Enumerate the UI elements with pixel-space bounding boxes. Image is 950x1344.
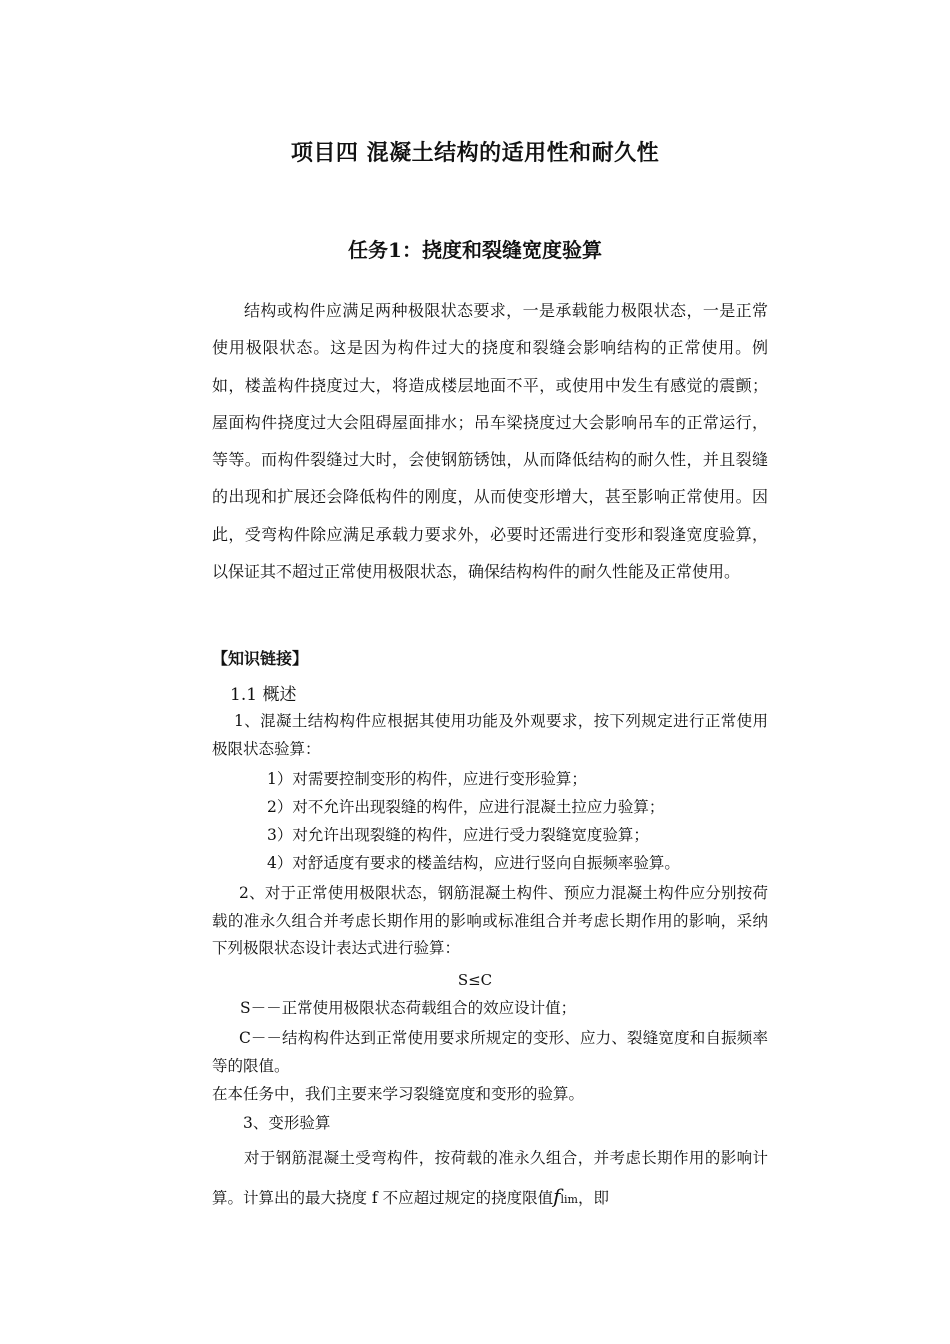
task-subtitle: 任务1：挠度和裂缝宽度验算 <box>348 238 602 262</box>
item-3-heading: 3、变形验算 <box>243 1114 331 1132</box>
item-2-paragraph: 2、对于正常使用极限状态，钢筋混凝土构件、预应力混凝土构件应分别按荷载的准永久组合并考虑长期作用的影响或标准组合并考虑长期作用的影响，采纳下列极限状态设计表达式进行验算： <box>212 884 768 957</box>
flim-symbol: f <box>553 1184 561 1208</box>
page-title: 项目四 混凝土结构的适用性和耐久性 <box>290 141 660 166</box>
sub-item-2: 2）对不允许出现裂缝的构件，应进行混凝土拉应力验算； <box>267 798 665 816</box>
sub-item-1: 1）对需要控制变形的构件，应进行变形验算； <box>267 770 587 788</box>
sub-item-4: 4）对舒适度有要求的楼盖结构，应进行竖向自振频率验算。 <box>267 854 680 872</box>
item-3-text: 对于钢筋混凝土受弯构件，按荷载的准永久组合，并考虑长期作用的影响计算。计算出的最大挠度 f 不应超过规定的挠度限值 <box>212 1149 768 1207</box>
task-note: 在本任务中，我们主要来学习裂缝宽度和变形的验算。 <box>212 1085 585 1103</box>
item-3-tail: ，即 <box>577 1189 609 1207</box>
intro-text: 结构或构件应满足两种极限状态要求，一是承载能力极限状态，一是正常使用极限状态。这是因为构件过大的挠度和裂缝会影响结构的正常使用。例如，楼盖构件挠度过大，将造成楼层地面不平，或使用中发生有感觉的震颤；屋面构件挠度过大会阻碍屋面排水；吊车梁挠度过大会影响吊车的正常运行，等等。而构件裂缝过大时，会使钢筋锈蚀，从而降低结构的耐久性，并且裂缝的出现和扩展还会降低构件的刚度，从而使变形增大，甚至影响正常使用。因此，受弯构件除应满足承载力要求外，必要时还需进行变形和裂逢宽度验算，以保证其不超过正常使用极限状态，确保结构构件的耐久性能及正常使用。 <box>212 301 768 582</box>
formula: S≤C <box>457 971 493 989</box>
knowledge-link-heading: 【知识链接】 <box>212 649 309 668</box>
section-heading: 1.1 概述 <box>230 685 297 705</box>
item-1-paragraph: 1、混凝土结构构件应根据其使用功能及外观要求，按下列规定进行正常使用极限状态验算： <box>212 712 768 758</box>
item-3-paragraph <box>212 1139 768 1219</box>
definition-c: C－－结构构件达到正常使用要求所规定的变形、应力、裂缝宽度和自振频率等的限值。 <box>212 1029 768 1075</box>
sub-item-3: 3）对允许出现裂缝的构件，应进行受力裂缝宽度验算； <box>267 826 649 844</box>
definition-s: S－－正常使用极限状态荷载组合的效应设计值； <box>240 999 577 1017</box>
intro-paragraph <box>212 292 768 590</box>
flim-subscript: lim <box>560 1193 578 1206</box>
